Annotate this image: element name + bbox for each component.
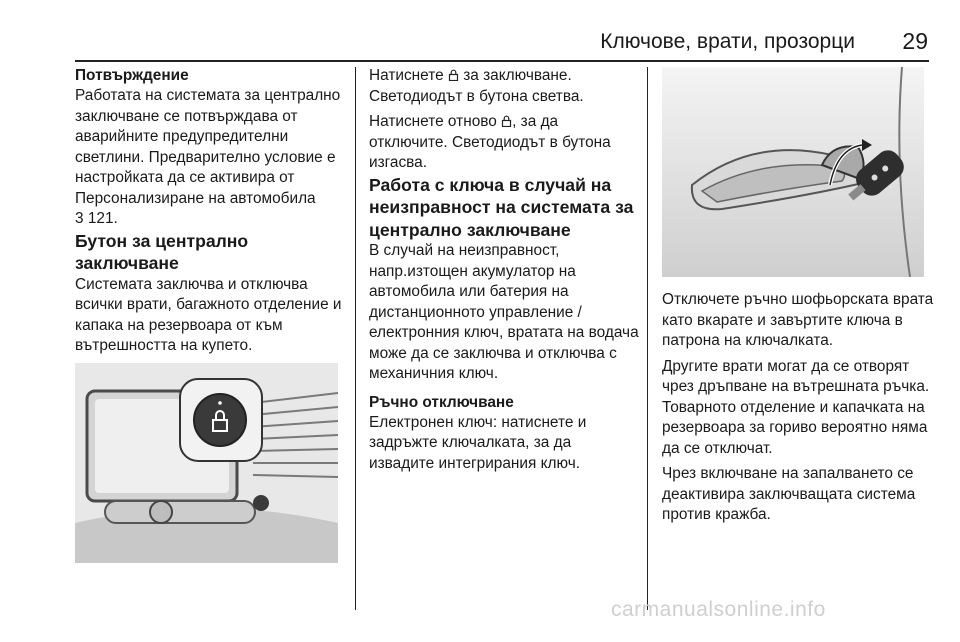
- press-again-text: Натиснете отново: [369, 113, 497, 130]
- page-number: 29: [902, 28, 928, 54]
- column-divider-2: [647, 67, 648, 610]
- paragraph-press-lock: [369, 66, 639, 107]
- reference-arrow: 3: [75, 210, 84, 227]
- reference-link[interactable]: 121.: [87, 210, 118, 227]
- paragraph-manual-unlock: Електронен ключ: натиснете и задръжте ключалката, за да извадите интегрирания ключ.: [369, 413, 587, 472]
- header-title: Ключове, врати, прозорци: [600, 30, 855, 53]
- column-3: [662, 290, 934, 526]
- paragraph-ignition: Чрез включване на запалването се деактивира заключващата система против кражба.: [662, 465, 916, 523]
- header-rule: [75, 60, 929, 62]
- column-2: [369, 66, 639, 474]
- paragraph-key-fault: В случай на неизправност, напр.изтощен акумулатор на автомобила или батерия на дистанционното управление / електронния ключ, вратата на водача може да се заключва и отключва с механичния ключ.: [369, 242, 639, 382]
- padlock-icon: [448, 69, 459, 81]
- heading-manual-unlock: Ръчно отключване: [369, 393, 514, 411]
- dashboard-illustration: [75, 363, 338, 563]
- press-text: Натиснете: [369, 67, 444, 84]
- figure-dashboard-lock-button: [75, 363, 338, 563]
- heading-confirmation: Потвърждение: [75, 67, 189, 84]
- press-lock-text: за заключване. Светодиодът в бутона светва.: [369, 67, 584, 105]
- paragraph-other-doors: Другите врати могат да се отворят чрез дръпване на вътрешната ръчка. Товарното отделение и капачката на резервоара за гориво вероятно няма да се отключат.: [662, 357, 930, 457]
- heading-central-lock-button: Бутон за централно заключване: [75, 230, 249, 273]
- heading-key-fault: Работа с ключа в случай на неизправност на системата за централно заключване: [369, 174, 634, 240]
- paragraph-press-unlock: [369, 112, 639, 174]
- paragraph-confirmation: [75, 86, 343, 230]
- column-1: [75, 66, 343, 357]
- paragraph-central-lock-button: Системата заключва и отключва всички врати, багажното отделение и капака на резервоара от към вътрешността на купето.: [75, 275, 342, 354]
- door-handle-illustration: [662, 67, 924, 277]
- watermark: carmanualsonline.info: [611, 598, 826, 621]
- column-divider-1: [355, 67, 356, 610]
- paragraph-confirmation-text: Работата на системата за централно заключване се потвърждава от аварийните предупредителни светлини. Предварително условие е настройката да се активира от Персонализиране на автомобила: [75, 87, 341, 207]
- paragraph-manual-unlock-driver-door: Отключете ръчно шофьорската врата като вкарате и завъртите ключа в патрона на ключалката.: [662, 291, 934, 349]
- press-unlock-text: , за да отключите. Светодиодът в бутона изгасва.: [369, 113, 611, 171]
- padlock-icon: [501, 115, 512, 127]
- figure-door-handle-key: [662, 67, 924, 277]
